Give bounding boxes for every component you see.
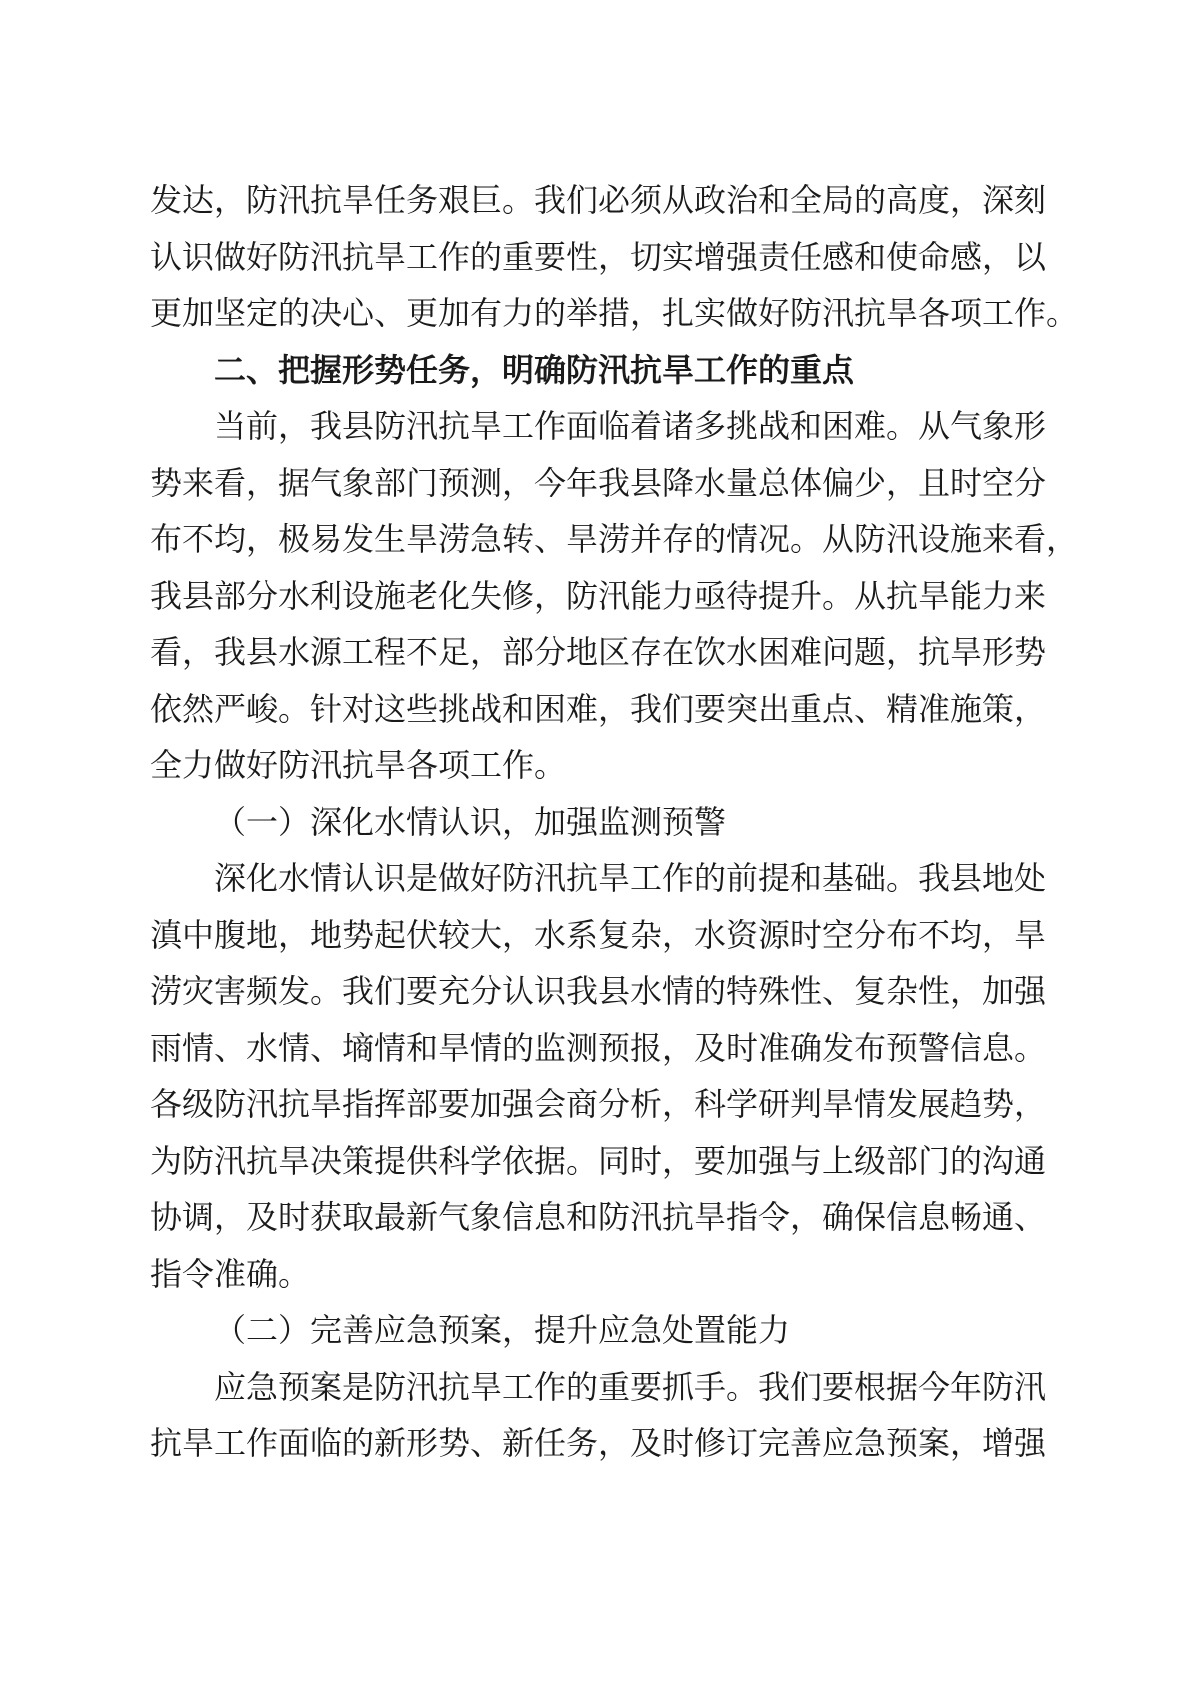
body-text-line: 抗旱工作面临的新形势、新任务，及时修订完善应急预案，增强 <box>150 1424 1047 1462</box>
subsection-heading: （一）深化水情认识，加强监测预警 <box>214 802 727 841</box>
document-page <box>150 172 1079 1472</box>
subsection-heading: （二）完善应急预案，提升应急处置能力 <box>214 1311 791 1349</box>
body-text-line: 全力做好防汛抗旱各项工作。 <box>150 746 567 784</box>
body-text-line: 我县部分水利设施老化失修，防汛能力亟待提升。从抗旱能力来 <box>150 576 1047 615</box>
section-heading: 二、把握形势任务，明确防汛抗旱工作的重点 <box>214 350 855 389</box>
body-text-line: 当前，我县防汛抗旱工作面临着诸多挑战和困难。从气象形 <box>214 407 1047 445</box>
body-text-line: 势来看，据气象部门预测，今年我县降水量总体偏少，且时空分 <box>150 463 1047 502</box>
body-text-line: 应急预案是防汛抗旱工作的重要抓手。我们要根据今年防汛 <box>214 1367 1047 1406</box>
body-text-line: 看，我县水源工程不足，部分地区存在饮水困难问题，抗旱形势 <box>150 633 1047 671</box>
body-text-line: 雨情、水情、墒情和旱情的监测预报，及时准确发布预警信息。 <box>150 1028 1047 1067</box>
body-text-line: 协调，及时获取最新气象信息和防汛抗旱指令，确保信息畅通、 <box>150 1198 1047 1236</box>
body-text-line: 认识做好防汛抗旱工作的重要性，切实增强责任感和使命感，以 <box>150 237 1047 276</box>
body-text-line: 指令准确。 <box>150 1254 311 1293</box>
body-text-line: 深化水情认识是做好防汛抗旱工作的前提和基础。我县地处 <box>214 859 1047 897</box>
body-text-line: 更加坚定的决心、更加有力的举措，扎实做好防汛抗旱各项工作。 <box>150 294 1079 332</box>
body-text-line: 发达，防汛抗旱任务艰巨。我们必须从政治和全局的高度，深刻 <box>150 181 1047 219</box>
body-text-line: 依然严峻。针对这些挑战和困难，我们要突出重点、精准施策， <box>150 689 1047 728</box>
body-text-line: 涝灾害频发。我们要充分认识我县水情的特殊性、复杂性，加强 <box>150 972 1047 1010</box>
body-text-line: 为防汛抗旱决策提供科学依据。同时，要加强与上级部门的沟通 <box>150 1141 1047 1180</box>
body-text-line: 布不均，极易发生旱涝急转、旱涝并存的情况。从防汛设施来看， <box>150 520 1079 558</box>
body-text-line: 滇中腹地，地势起伏较大，水系复杂，水资源时空分布不均，旱 <box>150 915 1047 954</box>
body-text-line: 各级防汛抗旱指挥部要加强会商分析，科学研判旱情发展趋势， <box>150 1085 1047 1123</box>
